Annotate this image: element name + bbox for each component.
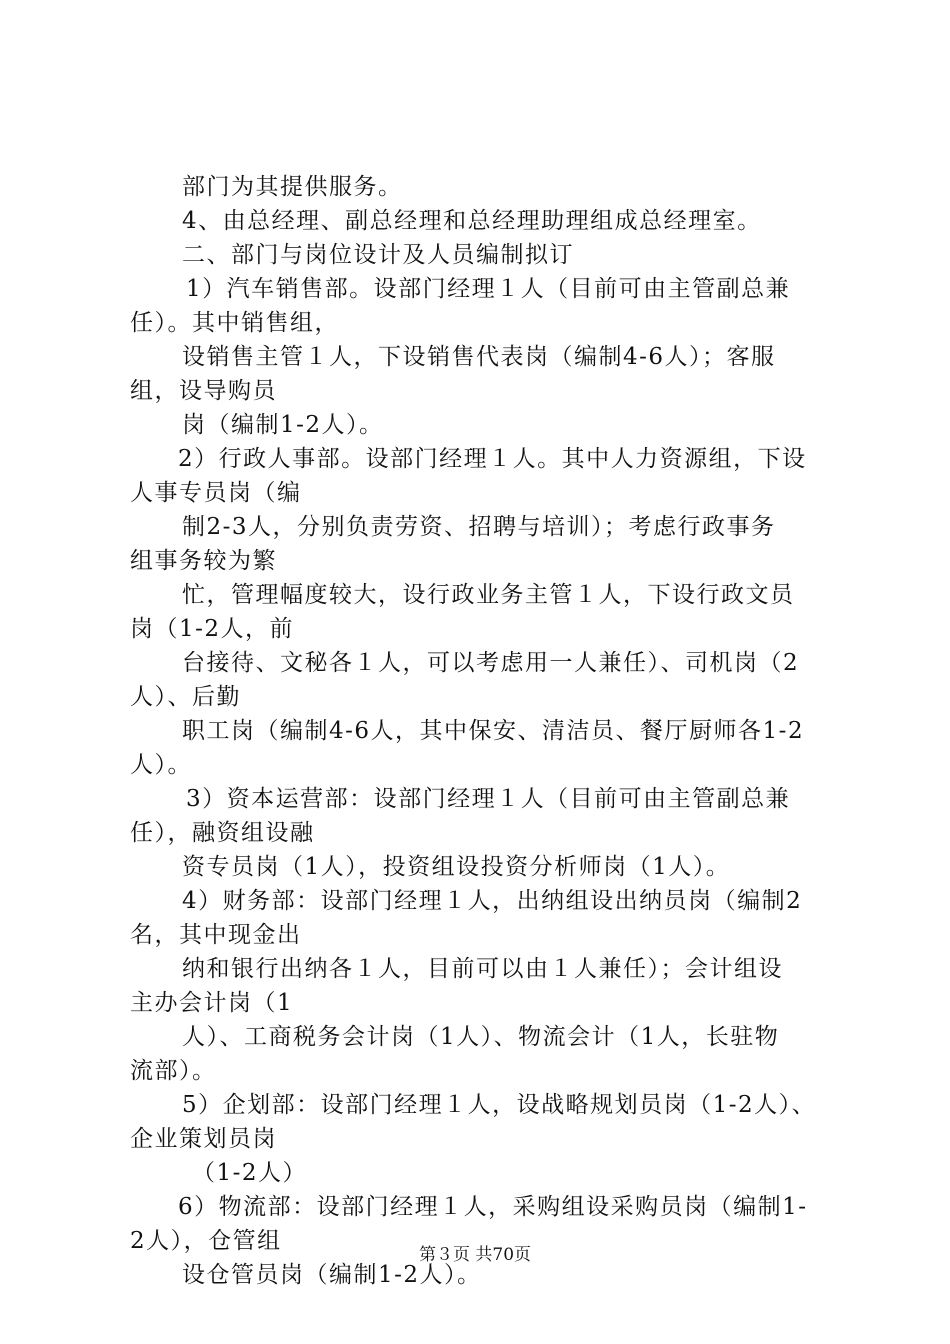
text-line: 二、部门与岗位设计及人员编制拟订 [182, 242, 574, 268]
text-line: 忙，管理幅度较大，设行政业务主管１人，下设行政文员 [182, 582, 795, 608]
text-line: 流部）。 [130, 1058, 217, 1084]
text-line: 5）企划部：设部门经理１人，设战略规划员岗（1-2人）、 [182, 1092, 817, 1118]
text-line: 台接待、文秘各１人，可以考虑用一人兼任）、司机岗（2 [182, 650, 800, 676]
document-body [130, 170, 835, 1292]
text-line: 任）。其中销售组， [130, 310, 339, 336]
text-line: 设仓管员岗（编制1-2人）。 [182, 1262, 482, 1288]
text-line: 组，设导购员 [130, 378, 277, 404]
text-line: 1）汽车销售部。设部门经理１人（目前可由主管副总兼 [186, 276, 791, 302]
text-line: 主办会计岗（1 [130, 990, 294, 1016]
text-line: 岗（1-2人，前 [130, 616, 295, 642]
text-line: 设销售主管１人，下设销售代表岗（编制4-6人）；客服 [182, 344, 776, 370]
text-line: 4）财务部：设部门经理１人，出纳组设出纳员岗（编制2 [182, 888, 803, 914]
text-line: 4、由总经理、副总经理和总经理助理组成总经理室。 [182, 208, 762, 234]
text-line: 人）。 [130, 752, 192, 778]
text-line: 资专员岗（1人），投资组设投资分析师岗（1人）。 [182, 854, 731, 880]
text-line: 2人），仓管组 [130, 1228, 282, 1254]
text-line: 任），融资组设融 [130, 820, 315, 846]
text-line: 部门为其提供服务。 [182, 174, 403, 200]
text-line: 人事专员岗（编 [130, 480, 302, 506]
text-line: 纳和银行出纳各１人，目前可以由１人兼任）；会计组设 [182, 956, 783, 982]
text-line: 人）、工商税务会计岗（1人）、物流会计（1人，长驻物 [182, 1024, 780, 1050]
page-footer: 第３页 共70页 [418, 1245, 532, 1265]
text-line: 6）物流部：设部门经理１人，采购组设采购员岗（编制1- [178, 1194, 808, 1220]
text-line: 组事务较为繁 [130, 548, 277, 574]
text-line: 职工岗（编制4-6人，其中保安、清洁员、餐厅厨师各1-2 [182, 718, 805, 744]
text-line: 岗（编制1-2人）。 [182, 412, 384, 438]
text-line: 企业策划员岗 [130, 1126, 277, 1152]
text-line: 名，其中现金出 [130, 922, 302, 948]
text-line: 2）行政人事部。设部门经理１人。其中人力资源组，下设 [178, 446, 807, 472]
text-line: 制2-3人，分别负责劳资、招聘与培训）；考虑行政事务 [182, 514, 776, 540]
text-line: （1-2人） [192, 1160, 308, 1186]
text-line: 人）、后勤 [130, 684, 241, 710]
text-line: 3）资本运营部：设部门经理１人（目前可由主管副总兼 [186, 786, 791, 812]
